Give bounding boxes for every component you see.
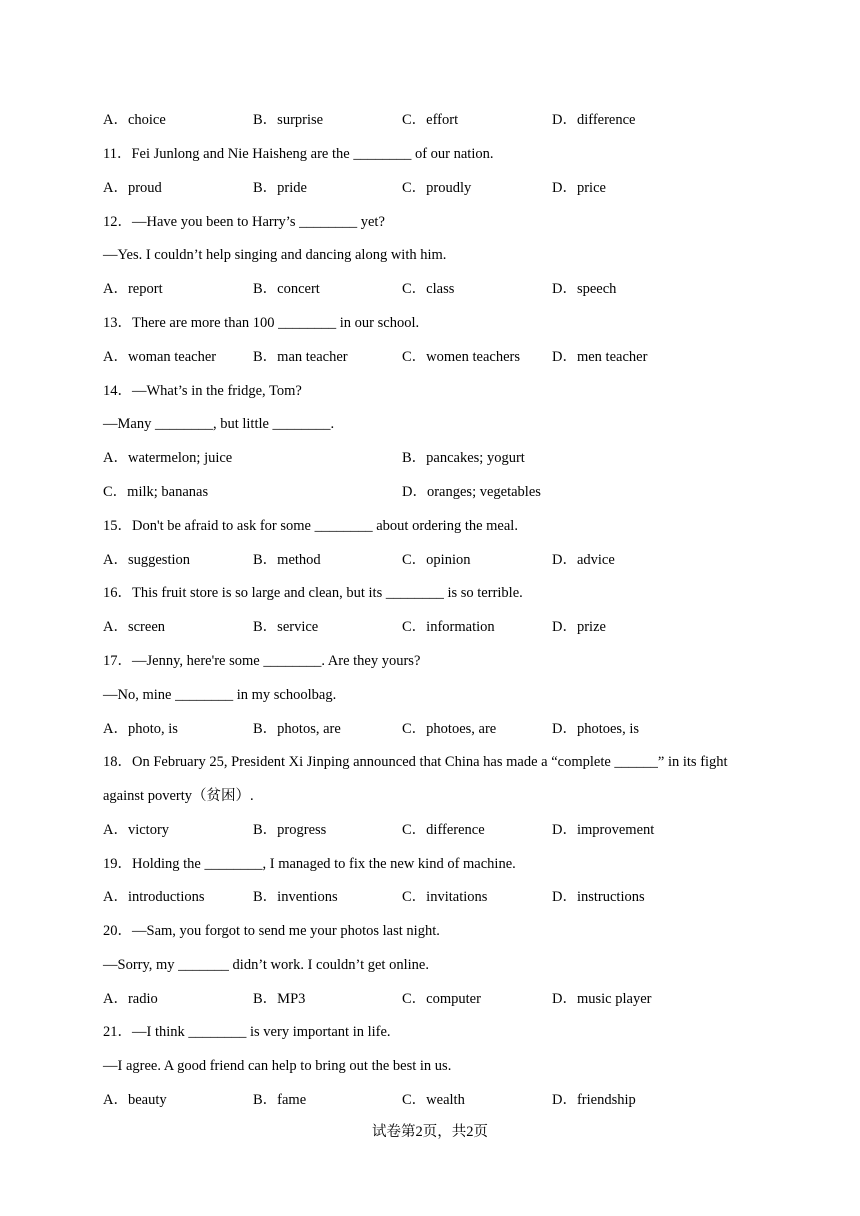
- q15-option-b: B．method: [253, 552, 321, 568]
- q12-option-a: A．report: [103, 281, 163, 297]
- q11-option-b: B．pride: [253, 180, 307, 196]
- q11-option-a: A．proud: [103, 180, 162, 196]
- q19-stem: 19．Holding the ________, I managed to fix the new kind of machine.: [103, 856, 516, 872]
- q21-option-a: A．beauty: [103, 1092, 167, 1108]
- q20-option-a: A．radio: [103, 991, 158, 1007]
- q14-stem-reply: —Many ________, but little ________.: [103, 416, 335, 432]
- q11-stem: 11．Fei Junlong and Nie Haisheng are the ________ of our nation.: [103, 146, 494, 162]
- q10-option-a: A．choice: [103, 112, 166, 128]
- q18-option-b: B．progress: [253, 822, 327, 838]
- q16-option-a: A．screen: [103, 619, 166, 635]
- q10-option-d: D．difference: [552, 112, 636, 128]
- q10-options: [103, 109, 800, 131]
- q11-option-d: D．price: [552, 180, 606, 196]
- q18-option-a: A．victory: [103, 822, 170, 838]
- q17-option-c: C．photoes, are: [402, 721, 497, 737]
- q15-option-d: D．advice: [552, 552, 615, 568]
- q15-options: [103, 549, 800, 571]
- q20-stem: 20．—Sam, you forgot to send me your photos last night.: [103, 923, 440, 939]
- q18-option-d: D．improvement: [552, 822, 655, 838]
- q20-stem-reply: —Sorry, my _______ didn’t work. I couldn’t get online.: [103, 957, 429, 973]
- q21-stem-reply: —I agree. A good friend can help to bring out the best in us.: [103, 1058, 452, 1074]
- q16-option-b: B．service: [253, 619, 319, 635]
- q13-option-a: A．woman teacher: [103, 349, 217, 365]
- q18-stem-continued: against poverty（贫困）.: [103, 788, 254, 804]
- q15-option-a: A．suggestion: [103, 552, 190, 568]
- q16-option-d: D．prize: [552, 619, 606, 635]
- q19-option-b: B．inventions: [253, 889, 338, 905]
- q17-option-a: A．photo, is: [103, 721, 178, 737]
- q17-option-d: D．photoes, is: [552, 721, 639, 737]
- q14-stem: 14．—What’s in the fridge, Tom?: [103, 383, 302, 399]
- q21-option-c: C．wealth: [402, 1092, 465, 1108]
- q20-options: [103, 988, 800, 1010]
- q13-option-b: B．man teacher: [253, 349, 348, 365]
- q16-option-c: C．information: [402, 619, 495, 635]
- q10-option-b: B．surprise: [253, 112, 324, 128]
- q15-stem: 15．Don't be afraid to ask for some ________ about ordering the meal.: [103, 518, 518, 534]
- q14-options-row1: [103, 447, 800, 469]
- q19-option-d: D．instructions: [552, 889, 645, 905]
- q14-option-d: D．oranges; vegetables: [402, 484, 541, 500]
- q19-options: [103, 886, 800, 908]
- q18-stem: 18．On February 25, President Xi Jinping announced that China has made a “complete ______” in its fight: [103, 754, 728, 770]
- q14-option-a: A．watermelon; juice: [103, 450, 233, 466]
- q21-stem: 21．—I think ________ is very important in life.: [103, 1024, 391, 1040]
- q14-options-row2: [103, 481, 800, 503]
- q11-option-c: C．proudly: [402, 180, 472, 196]
- q12-option-c: C．class: [402, 281, 455, 297]
- q12-option-d: D．speech: [552, 281, 617, 297]
- q16-stem: 16．This fruit store is so large and clean, but its ________ is so terrible.: [103, 585, 523, 601]
- q12-option-b: B．concert: [253, 281, 320, 297]
- q12-stem: 12．—Have you been to Harry’s ________ yet?: [103, 214, 385, 230]
- q13-option-c: C．women teachers: [402, 349, 520, 365]
- q12-options: [103, 278, 800, 300]
- q14-option-b: B．pancakes; yogurt: [402, 450, 525, 466]
- q10-option-c: C．effort: [402, 112, 459, 128]
- q21-options: [103, 1089, 800, 1111]
- q13-options: [103, 346, 800, 368]
- q11-options: [103, 177, 800, 199]
- page-footer: 试卷第2页，共2页: [372, 1124, 488, 1140]
- q16-options: [103, 616, 800, 638]
- q12-stem-reply: —Yes. I couldn’t help singing and dancing along with him.: [103, 247, 447, 263]
- q21-option-b: B．fame: [253, 1092, 307, 1108]
- q14-option-c: C．milk; bananas: [103, 484, 209, 500]
- q17-stem: 17．—Jenny, here're some ________. Are they yours?: [103, 653, 421, 669]
- q19-option-a: A．introductions: [103, 889, 205, 905]
- q15-option-c: C．opinion: [402, 552, 471, 568]
- q17-option-b: B．photos, are: [253, 721, 341, 737]
- q18-option-c: C．difference: [402, 822, 485, 838]
- q18-options: [103, 819, 800, 841]
- q13-option-d: D．men teacher: [552, 349, 648, 365]
- q20-option-d: D．music player: [552, 991, 652, 1007]
- q20-option-c: C．computer: [402, 991, 481, 1007]
- q20-option-b: B．MP3: [253, 991, 306, 1007]
- q19-option-c: C．invitations: [402, 889, 488, 905]
- q21-option-d: D．friendship: [552, 1092, 636, 1108]
- q17-options: [103, 718, 800, 740]
- q17-stem-reply: —No, mine ________ in my schoolbag.: [103, 687, 337, 703]
- q13-stem: 13．There are more than 100 ________ in our school.: [103, 315, 420, 331]
